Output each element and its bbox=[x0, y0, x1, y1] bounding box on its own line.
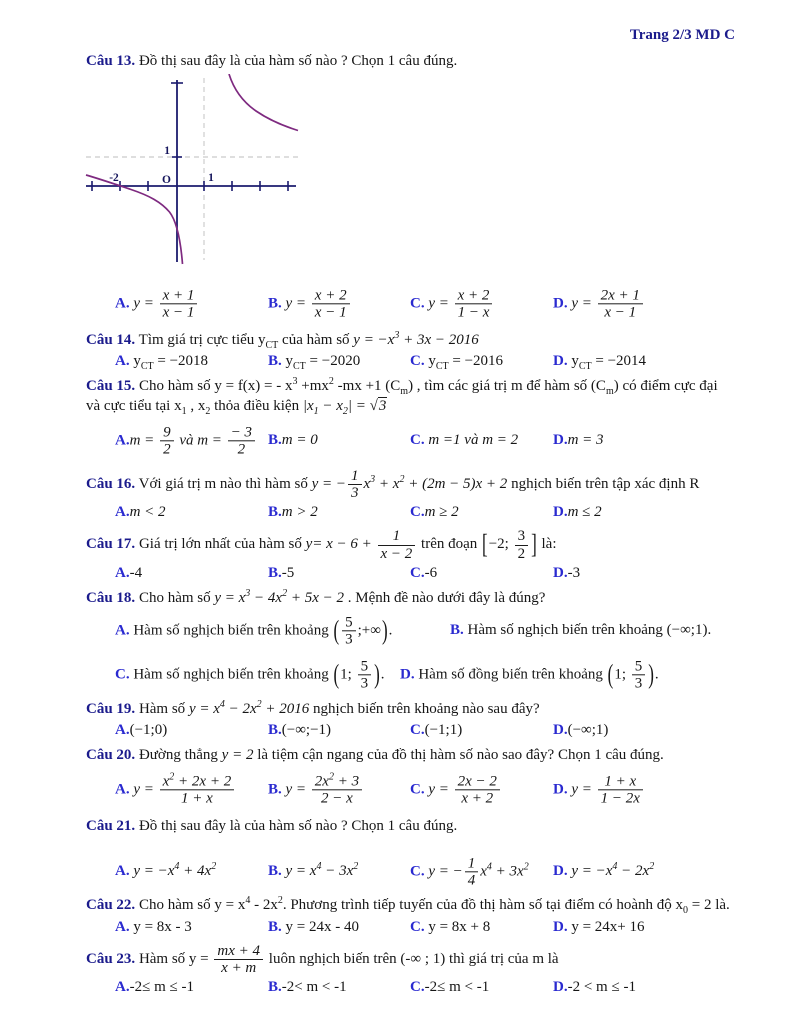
option-formula: -3 bbox=[567, 564, 581, 581]
question-body: Hàm số y = $\frac{mx + 4}{x + m}$ luôn nghịch biến trên (-∞ ; 1) thì giá trị của m là bbox=[138, 942, 559, 976]
option-letter: D. bbox=[553, 781, 568, 798]
question-number: Câu 23. bbox=[86, 950, 136, 967]
question-text bbox=[86, 528, 735, 561]
graph-x-neg-tick-label: -2 bbox=[109, 171, 119, 184]
question-17 bbox=[86, 528, 735, 585]
question-number: Câu 18. bbox=[86, 589, 136, 606]
option-c bbox=[410, 773, 502, 806]
option-formula: y = $\frac{x + 1}{x - 1}$ bbox=[130, 295, 200, 311]
option-d bbox=[400, 658, 659, 691]
option-d bbox=[553, 862, 654, 882]
option-a bbox=[115, 721, 167, 741]
option-letter: C. bbox=[410, 863, 425, 880]
option-b bbox=[450, 621, 711, 641]
option-b bbox=[268, 564, 294, 584]
option-letter: A. bbox=[115, 564, 130, 581]
option-d bbox=[553, 352, 646, 372]
option-letter: C. bbox=[410, 432, 425, 449]
option-formula: y = $\frac{2x - 2}{x + 2}$ bbox=[425, 782, 502, 798]
option-c bbox=[410, 978, 489, 998]
option-letter: A. bbox=[115, 432, 130, 449]
option-formula: y = $\frac{x^2 + 2x + 2}{1 + x}$ bbox=[130, 782, 237, 798]
option-formula: m = $\frac{9}{2}$ và m = $\frac{- 3}{2}$ bbox=[130, 432, 257, 448]
option-formula: m < 2 bbox=[129, 504, 166, 521]
options-row bbox=[86, 609, 735, 653]
option-formula: (−∞;1) bbox=[567, 722, 609, 739]
option-c bbox=[410, 503, 459, 523]
options-row bbox=[86, 766, 735, 814]
option-b bbox=[268, 862, 358, 882]
option-letter: A. bbox=[115, 295, 130, 312]
option-letter: C. bbox=[410, 979, 425, 996]
options-row bbox=[86, 719, 735, 743]
option-b bbox=[268, 721, 331, 741]
option-formula: -2< m < -1 bbox=[281, 979, 347, 996]
option-formula: m = 3 bbox=[567, 432, 604, 449]
question-16 bbox=[86, 468, 735, 525]
option-formula: y = 24x - 40 bbox=[281, 918, 359, 935]
option-formula: y = 8x - 3 bbox=[129, 918, 192, 935]
option-formula: Hàm số nghịch biến trên khoảng (−∞;1). bbox=[463, 621, 712, 638]
question-19 bbox=[86, 700, 735, 744]
option-letter: A. bbox=[115, 722, 130, 739]
option-a bbox=[115, 918, 192, 938]
option-formula: y = $\frac{x + 2}{1 - x}$ bbox=[425, 295, 495, 311]
option-a bbox=[115, 352, 208, 372]
option-d bbox=[553, 503, 602, 523]
question-text bbox=[86, 700, 735, 720]
option-d bbox=[553, 918, 645, 938]
question-body: Cho hàm số y = f(x) = - $x^3 +mx^2$ -mx +1 $(C_m)$ , tìm các giá trị m để hàm số $(C_m)$ có điểm cực đại và cực tiểu tại $x_1$ , $x_2$ thỏa điều kiện $|x_1 - x_2| = √3$ bbox=[86, 376, 718, 418]
option-formula: y = 24x+ 16 bbox=[567, 918, 645, 935]
question-text bbox=[86, 589, 735, 609]
option-letter: B. bbox=[268, 564, 282, 581]
option-formula: Hàm số nghịch biến trên khoảng ( $\frac{5}{3}$ ;+∞). bbox=[129, 613, 393, 648]
question-13 bbox=[86, 52, 735, 328]
option-formula: y = $\frac{2x^2 + 3}{2 - x}$ bbox=[282, 782, 364, 798]
options-row bbox=[86, 976, 735, 1000]
options-row bbox=[86, 916, 735, 940]
option-formula: m = 0 bbox=[281, 432, 318, 449]
option-letter: C. bbox=[410, 564, 425, 581]
option-letter: B. bbox=[268, 353, 282, 370]
option-c bbox=[410, 564, 437, 584]
option-formula: -2≤ m ≤ -1 bbox=[129, 979, 194, 996]
option-a bbox=[115, 862, 216, 882]
question-number: Câu 19. bbox=[86, 700, 136, 717]
option-c bbox=[115, 658, 384, 691]
option-formula: y = $\frac{x + 2}{x - 1}$ bbox=[282, 295, 352, 311]
option-formula: m ≥ 2 bbox=[424, 504, 459, 521]
option-formula: (−∞;−1) bbox=[281, 722, 332, 739]
option-b bbox=[268, 287, 352, 320]
option-formula: $y = -x^4 + 4x^2$ bbox=[129, 861, 217, 880]
option-letter: A. bbox=[115, 863, 130, 880]
question-15 bbox=[86, 377, 735, 465]
option-letter: D. bbox=[553, 353, 568, 370]
option-formula: y = $\frac{1 + x}{1 - 2x}$ bbox=[568, 782, 645, 798]
option-formula: -2≤ m < -1 bbox=[424, 979, 490, 996]
question-text bbox=[86, 377, 735, 417]
question-text bbox=[86, 52, 735, 72]
option-letter: D. bbox=[553, 564, 568, 581]
option-formula: -5 bbox=[281, 564, 295, 581]
option-formula: -6 bbox=[424, 564, 438, 581]
question-21 bbox=[86, 817, 735, 893]
option-c bbox=[410, 721, 462, 741]
question-22 bbox=[86, 896, 735, 940]
question-text bbox=[86, 943, 735, 976]
option-d bbox=[553, 431, 604, 451]
option-a bbox=[115, 424, 257, 457]
options-row bbox=[86, 280, 735, 328]
question-body: Đồ thị sau đây là của hàm số nào ? Chọn 1 câu đúng. bbox=[138, 818, 458, 835]
graph-origin-label: O bbox=[162, 173, 171, 186]
option-letter: B. bbox=[268, 722, 282, 739]
option-c bbox=[410, 918, 490, 938]
option-d bbox=[553, 978, 636, 998]
option-a bbox=[115, 773, 236, 806]
option-letter: C. bbox=[410, 295, 425, 312]
question-18 bbox=[86, 589, 735, 697]
question-text bbox=[86, 468, 735, 501]
option-formula: m =1 và m = 2 bbox=[424, 432, 519, 449]
options-row bbox=[86, 851, 735, 893]
option-c bbox=[410, 352, 503, 372]
options-row bbox=[86, 501, 735, 525]
option-letter: B. bbox=[268, 295, 282, 312]
option-b bbox=[268, 978, 347, 998]
option-b bbox=[268, 773, 364, 806]
option-letter: B. bbox=[450, 621, 464, 638]
option-a bbox=[115, 978, 194, 998]
question-text bbox=[86, 331, 735, 351]
option-letter: B. bbox=[268, 504, 282, 521]
option-d bbox=[553, 721, 608, 741]
option-letter: A. bbox=[115, 781, 130, 798]
question-body: Với giá trị m nào thì hàm số y = − $\frac{1}{3}$ $x^3 + x^2 + (2m - 5)x + 2$ nghịch biến trên tập xác định R bbox=[138, 467, 700, 502]
option-letter: D. bbox=[553, 863, 568, 880]
question-number: Câu 17. bbox=[86, 536, 136, 553]
option-letter: D. bbox=[553, 722, 568, 739]
options-row bbox=[86, 350, 735, 374]
option-letter: D. bbox=[553, 504, 568, 521]
option-letter: C. bbox=[410, 504, 425, 521]
option-b bbox=[268, 918, 359, 938]
question-number: Câu 13. bbox=[86, 52, 136, 69]
option-letter: D. bbox=[553, 295, 568, 312]
option-c bbox=[410, 287, 494, 320]
option-formula: m ≤ 2 bbox=[567, 504, 602, 521]
question-23 bbox=[86, 943, 735, 1000]
question-14 bbox=[86, 331, 735, 375]
option-formula: $y_{CT} = -2014$ bbox=[567, 353, 647, 373]
option-b bbox=[268, 503, 318, 523]
option-letter: A. bbox=[115, 621, 130, 638]
option-b bbox=[268, 431, 318, 451]
option-a bbox=[115, 503, 166, 523]
option-formula: $y_{CT} = -2018$ bbox=[129, 353, 209, 373]
option-formula: (−1;0) bbox=[129, 722, 168, 739]
option-formula: Hàm số nghịch biến trên khoảng (1; $\frac{5}{3}$ ). bbox=[129, 657, 385, 692]
option-formula: -4 bbox=[129, 564, 143, 581]
question-number: Câu 16. bbox=[86, 476, 136, 493]
option-letter: A. bbox=[115, 979, 130, 996]
option-letter: C. bbox=[410, 781, 425, 798]
option-formula: $y_{CT} = -2020$ bbox=[281, 353, 361, 373]
question-body: Cho hàm số $y = x^4 - 2x^2$. Phương trình tiếp tuyến của đồ thị hàm số tại điểm có hoành độ $x_0 = 2$ là. bbox=[138, 894, 730, 916]
option-c bbox=[410, 431, 518, 451]
question-body: Hàm số $y = x^4 - 2x^2 + 2016$ nghịch biến trên khoảng nào sau đây? bbox=[138, 698, 540, 717]
option-letter: D. bbox=[400, 665, 415, 682]
option-a bbox=[115, 614, 392, 647]
option-letter: D. bbox=[553, 979, 568, 996]
question-20 bbox=[86, 746, 735, 814]
question-body: Cho hàm số $y = x^3 - 4x^2 + 5x - 2$ . Mệnh đề nào dưới đây là đúng? bbox=[138, 587, 546, 606]
option-letter: B. bbox=[268, 979, 282, 996]
option-a bbox=[115, 564, 142, 584]
option-c bbox=[410, 855, 529, 888]
question-list bbox=[86, 52, 735, 1000]
option-formula: $y = -x^4 - 2x^2$ bbox=[567, 861, 655, 880]
question-text bbox=[86, 817, 735, 837]
option-formula: $y = x^4 - 3x^2$ bbox=[281, 861, 359, 880]
option-letter: A. bbox=[115, 353, 130, 370]
question-text bbox=[86, 896, 735, 916]
option-d bbox=[553, 564, 580, 584]
function-graph bbox=[84, 74, 735, 272]
graph-x-tick-label: 1 bbox=[208, 171, 214, 184]
graph-y-tick-label: 1 bbox=[164, 144, 170, 157]
option-letter: C. bbox=[410, 353, 425, 370]
hyperbola-curve-upper bbox=[229, 74, 298, 131]
option-letter: A. bbox=[115, 918, 130, 935]
option-letter: B. bbox=[268, 432, 282, 449]
option-letter: A. bbox=[115, 504, 130, 521]
question-body: Tìm giá trị cực tiểu $y_{CT}$ của hàm số $y = -x^3 + 3x - 2016$ bbox=[138, 329, 479, 351]
question-body: Đường thẳng y = 2 là tiệm cận ngang của đồ thị hàm số nào sao đây? Chọn 1 câu đúng. bbox=[138, 747, 664, 764]
option-letter: D. bbox=[553, 432, 568, 449]
option-formula: m > 2 bbox=[281, 504, 318, 521]
option-d bbox=[553, 287, 645, 320]
option-b bbox=[268, 352, 360, 372]
option-letter: C. bbox=[410, 918, 425, 935]
options-row bbox=[86, 417, 735, 465]
question-number: Câu 14. bbox=[86, 331, 136, 348]
option-formula: y = 8x + 8 bbox=[424, 918, 491, 935]
question-number: Câu 21. bbox=[86, 818, 136, 835]
options-row bbox=[86, 562, 735, 586]
options-row bbox=[86, 653, 735, 697]
question-text bbox=[86, 746, 735, 766]
question-number: Câu 20. bbox=[86, 747, 136, 764]
question-body: Giá trị lớn nhất của hàm số y= x − 6 + $\frac{1}{x - 2}$ trên đoạn [−2; $\frac{3}{2}$ ] là: bbox=[138, 528, 557, 562]
option-letter: B. bbox=[268, 781, 282, 798]
option-d bbox=[553, 773, 645, 806]
question-number: Câu 22. bbox=[86, 896, 136, 913]
option-a bbox=[115, 287, 199, 320]
option-formula: $y_{CT} = -2016$ bbox=[424, 353, 504, 373]
hyperbola-curve-lower bbox=[86, 175, 183, 264]
option-formula: -2 < m ≤ -1 bbox=[567, 979, 636, 996]
option-letter: B. bbox=[268, 863, 282, 880]
question-number: Câu 15. bbox=[86, 378, 136, 395]
option-formula: y = $\frac{2x + 1}{x - 1}$ bbox=[568, 295, 645, 311]
page-number: Trang 2/3 MD C bbox=[629, 27, 735, 43]
option-letter: C. bbox=[410, 722, 425, 739]
option-letter: D. bbox=[553, 918, 568, 935]
option-formula: Hàm số đồng biến trên khoảng (1; $\frac{5}{3}$ ). bbox=[414, 657, 659, 692]
option-formula: y = − $\frac{1}{4}$ $x^4 + 3x^2$ bbox=[424, 855, 529, 889]
option-letter: C. bbox=[115, 665, 130, 682]
option-letter: B. bbox=[268, 918, 282, 935]
option-formula: (−1;1) bbox=[424, 722, 463, 739]
question-body: Đồ thị sau đây là của hàm số nào ? Chọn 1 câu đúng. bbox=[138, 52, 458, 69]
